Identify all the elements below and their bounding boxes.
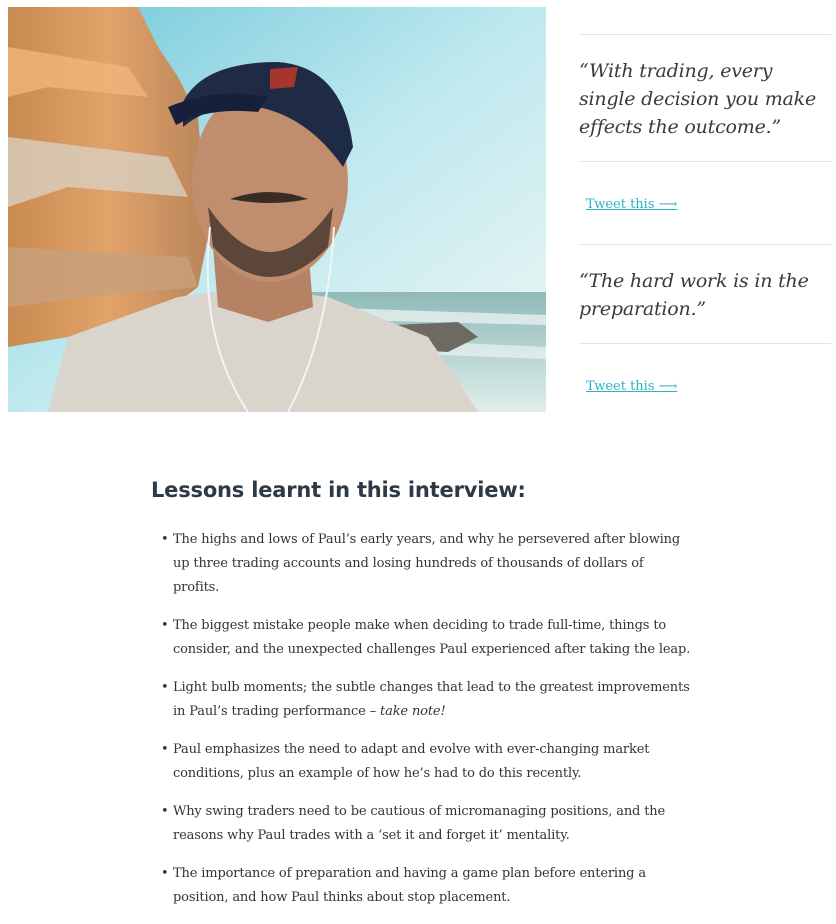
lessons-heading: Lessons learnt in this interview: bbox=[151, 478, 526, 502]
list-item bbox=[151, 676, 691, 724]
pull-quote: “With trading, every single decision you make effects the outcome.” bbox=[579, 60, 817, 138]
list-item bbox=[151, 738, 691, 786]
lesson-text: Why swing traders need to be cautious of micromanaging positions, and the reasons why Paul trades with a ‘set it and forget it’ mentality. bbox=[173, 804, 666, 843]
lesson-emphasis: take note! bbox=[380, 704, 446, 719]
photo-illustration bbox=[8, 7, 546, 412]
list-item bbox=[151, 614, 691, 662]
list-item bbox=[151, 862, 691, 910]
lessons-section bbox=[151, 478, 691, 924]
quote-block bbox=[579, 34, 831, 244]
lesson-text: The highs and lows of Paul’s early years, and why he persevered after blowing up three trading accounts and losing hundreds of thousands of dollars of profits. bbox=[173, 532, 681, 595]
tweet-row bbox=[579, 161, 831, 244]
tweet-row bbox=[579, 343, 831, 426]
lessons-list bbox=[151, 528, 691, 910]
tweet-this-link[interactable]: Tweet this ⟶ bbox=[586, 379, 678, 394]
pull-quote: “The hard work is in the preparation.” bbox=[579, 270, 809, 320]
list-item bbox=[151, 528, 691, 600]
lesson-text: Light bulb moments; the subtle changes that lead to the greatest improvements in Paul’s trading performance – bbox=[173, 680, 690, 719]
lesson-text: The biggest mistake people make when deciding to trade full-time, things to consider, and the unexpected challenges Paul experienced after taking the leap. bbox=[173, 618, 691, 657]
interview-photo bbox=[8, 7, 546, 412]
quotes-sidebar bbox=[579, 34, 831, 426]
quote-block bbox=[579, 244, 831, 426]
lesson-text: The importance of preparation and having a game plan before entering a position, and how Paul thinks about stop placement. bbox=[173, 866, 646, 905]
tweet-this-link[interactable]: Tweet this ⟶ bbox=[586, 197, 678, 212]
list-item bbox=[151, 800, 691, 848]
lesson-text: Paul emphasizes the need to adapt and evolve with ever-changing market conditions, plus an example of how he’s had to do this recently. bbox=[173, 742, 650, 781]
